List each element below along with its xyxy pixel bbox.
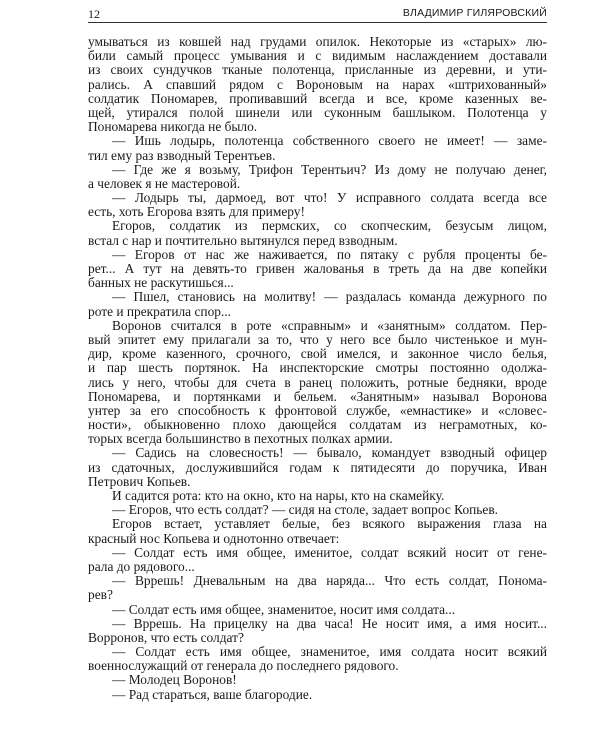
text-line: рались. А спавший рядом с Вороновым на нарах «штрихованный» bbox=[88, 77, 547, 92]
text-line: Петрович Копьев. bbox=[88, 474, 191, 489]
text-line: — Солдат есть имя общее, знаменитое, носит имя солдата... bbox=[112, 602, 456, 617]
text-line: — Вррешь! Дневальным на два наряда... Что есть солдат, Понома- bbox=[112, 574, 547, 589]
text-line: умываться из ковшей над грудами опилок. Некоторые из «старых» лю- bbox=[88, 35, 547, 49]
text-line: а человек я не мастеровой. bbox=[88, 176, 241, 191]
text-line: — Солдат есть имя общее, знаменитое, имя солдата носит всякий bbox=[112, 645, 547, 660]
body-text bbox=[88, 35, 547, 702]
text-line: — Где же я возьму, Трифон Терентьич? Из дому не получаю денег, bbox=[112, 162, 547, 177]
text-line: и пар шесть портянок. На инспекторские смотры постоянно одолжа- bbox=[88, 361, 547, 376]
text-line: — Егоров от нас же наживается, по пятаку с рубля проценты бе- bbox=[112, 247, 547, 262]
text-line: — Пшел, становись на молитву! — раздалась команда дежурного по bbox=[112, 290, 547, 305]
text-line: рала до рядового... bbox=[88, 559, 195, 574]
text-line: солдатик Пономарев, пропивавший всегда и все, кроме казенных ве- bbox=[88, 91, 547, 106]
text-line: Егоров, солдатик из пермских, со скопческим, безусым лицом, bbox=[112, 219, 547, 234]
text-line: били самый процесс умывания и с видимым наслаждением доставали bbox=[88, 49, 547, 64]
text-line: военнослужащий от генерала до последнего рядового. bbox=[88, 659, 399, 674]
page-number: 12 bbox=[88, 7, 100, 21]
text-line: — Рад стараться, ваше благородие. bbox=[112, 687, 313, 702]
text-line: рет... А тут на девять-то гривен жалованья в треть да на две копейки bbox=[88, 262, 547, 276]
running-title: ВЛАДИМИР ГИЛЯРОВСКИЙ bbox=[402, 7, 547, 19]
text-line: тил ему раз взводный Терентьев. bbox=[88, 148, 276, 163]
page-header bbox=[88, 4, 547, 23]
text-line: лись у него, чтобы для счета в ранец положить, ротные бедняки, вроде bbox=[88, 375, 547, 390]
text-line: Пономарева никогда не было. bbox=[88, 120, 258, 135]
text-line: банных не раскутишься... bbox=[88, 276, 234, 291]
text-line: из своих сундучков тканые полотенца, присланные из деревни, и ути- bbox=[88, 63, 547, 78]
text-line: — Садись на словесность! — бывало, командует взводный офицер bbox=[112, 446, 547, 461]
text-line: роте и прекратила спор... bbox=[88, 304, 232, 319]
text-line: из сдаточных, дослужившийся годам к пятидесяти до поручика, Иван bbox=[88, 460, 547, 475]
text-line: есть, хоть Егорова взять для примеру! bbox=[88, 205, 305, 220]
text-line: Воронов считался в роте «справным» и «занятным» солдатом. Пер- bbox=[112, 318, 547, 333]
text-line: щей, утирался полой шинели или суконным башлыком. Полотенца у bbox=[88, 105, 547, 120]
text-line: — Егоров, что есть солдат? — сидя на столе, задает вопрос Копьев. bbox=[112, 503, 499, 518]
text-line: торых всегда большинство в пехотных полках армии. bbox=[88, 432, 393, 447]
text-line: — Вррешь. На прицелку на два часа! Не носит имя, а имя носит... bbox=[112, 616, 547, 631]
text-line: Егоров встает, уставляет белые, без всякого выражения глаза на bbox=[112, 517, 547, 532]
text-line: — Ишь лодырь, полотенца собственного своего не имеет! — заме- bbox=[112, 134, 547, 149]
text-line: — Лодырь ты, дармоед, вот что! У исправного солдата всегда все bbox=[112, 191, 547, 206]
text-line: встал с нар и почтительно вытянулся перед взводным. bbox=[88, 233, 398, 248]
text-line: вый эпитет ему прилагали за то, что у него все было чистенькое и мун- bbox=[88, 332, 547, 347]
text-line: Пономарева, и портянками и бельем. «Занятным» называл Воронова bbox=[88, 389, 547, 404]
text-line: дир, кроме казенного, срочного, свой имелся, и законное число белья, bbox=[88, 347, 547, 362]
text-line: Ворронов, что есть солдат? bbox=[88, 630, 244, 645]
text-line: ности», обыкновенно плохо дающейся солдатам из неграмотных, ко- bbox=[88, 418, 547, 433]
text-line: — Солдат есть имя общее, именитое, солдат всякий носит от гене- bbox=[112, 545, 547, 560]
text-line: — Молодец Воронов! bbox=[112, 673, 237, 688]
text-line: красный нос Копьева и однотонно отвечает: bbox=[88, 531, 340, 546]
text-line: И садится рота: кто на окно, кто на нары, кто на скамейку. bbox=[112, 489, 445, 503]
text-line: рев? bbox=[88, 588, 113, 603]
text-line: унтер за его способность к фронтовой службе, «емнастике» и «словес- bbox=[88, 403, 547, 418]
